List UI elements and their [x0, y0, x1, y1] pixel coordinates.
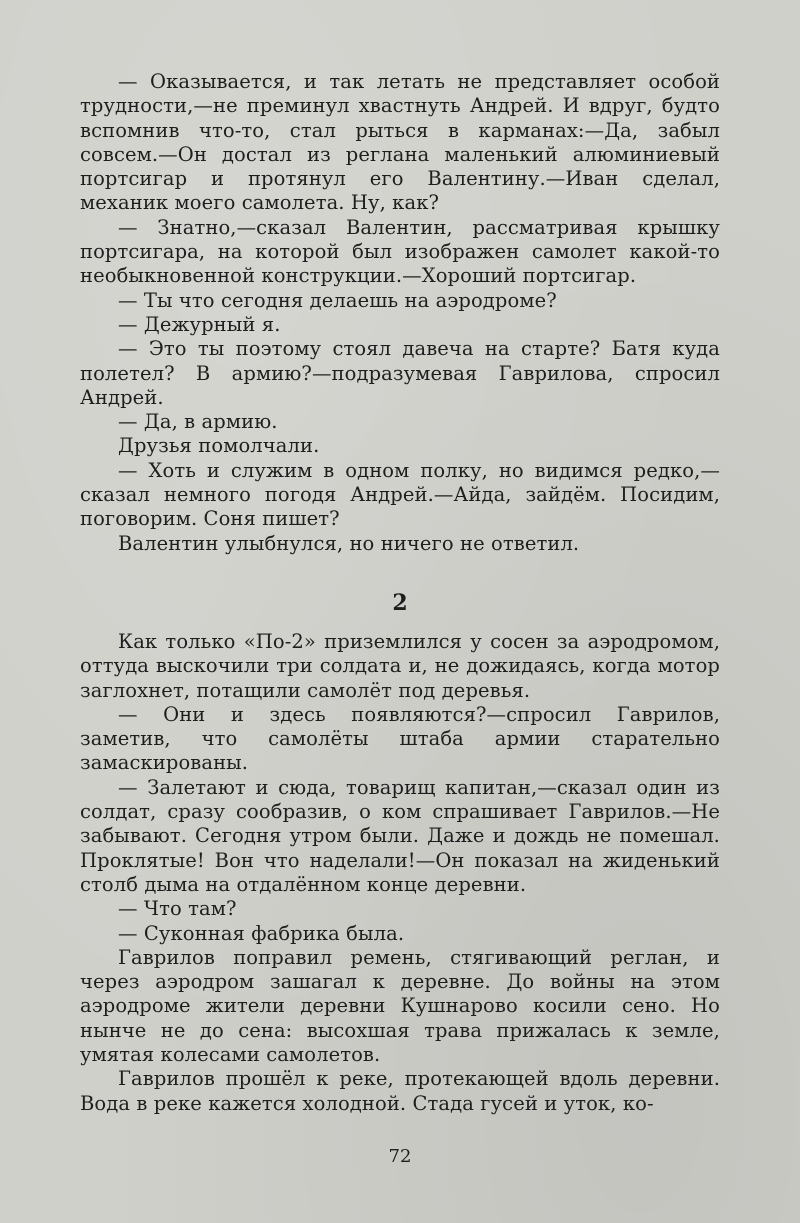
paragraph: — Суконная фабрика была. — [118, 921, 405, 945]
paragraph: Друзья помолчали. — [118, 434, 320, 458]
paragraph: — Ты что сегодня делаешь на аэродроме? — [118, 288, 557, 312]
paragraph: — Оказывается, и так летать не представляет особой трудности,—не преминул хвастнуть Андрей. И вдруг, будто вспомнив что-то, стал рыться в карманах:—Да, забыл совсем.—Он достал из реглана маленький алюминиевый портсигар и протянул его Валентину.—Иван сделал, механик моего самолета. Ну, как? — [80, 70, 720, 215]
paragraph: — Они и здесь появляются?—спросил Гаврилов, заметив, что самолёты штаба армии старательно замаскированы. — [80, 702, 720, 775]
paragraph: Как только «По-2» приземлился у сосен за аэродромом, оттуда выскочили три солдата и, не дожидаясь, когда мотор заглохнет, потащили самолёт под деревья. — [80, 630, 720, 702]
paragraph: — Дежурный я. — [118, 312, 281, 336]
text-section-1 — [80, 70, 720, 556]
paragraph: — Это ты поэтому стоял давеча на старте? Батя куда полетел? В армию?—подразумевая Гаврилова, спросил Андрей. — [80, 337, 720, 409]
paragraph: Гаврилов поправил ремень, стягивающий реглан, и через аэродром зашагал к деревне. До войны на этом аэродроме жители деревни Кушнарово косили сено. Но нынче не до сена: высохшая трава прижалась к земле, умятая колесами самолетов. — [80, 945, 720, 1067]
paragraph: — Хоть и служим в одном полку, но видимся редко,—сказал немного погодя Андрей.—Айда, зайдём. Посидим, поговорим. Соня пишет? — [80, 458, 720, 531]
paragraph: — Что там? — [118, 897, 237, 921]
paragraph: Гаврилов прошёл к реке, протекающей вдоль деревни. Вода в реке кажется холодной. Стада гусей и уток, ко- — [80, 1067, 720, 1115]
text-section-2 — [80, 630, 720, 1116]
page-number: 72 — [388, 1146, 412, 1167]
paragraph: — Залетают и сюда, товарищ капитан,—сказал один из солдат, сразу сообразив, о ком спрашивает Гаврилов.—Не забывают. Сегодня утром были. Даже и дождь не помешал. Проклятые! Вон что наделали!—Он показал на жиденький столб дыма на отдалённом конце деревни. — [80, 775, 720, 896]
paragraph: Валентин улыбнулся, но ничего не ответил. — [118, 531, 580, 555]
paragraph: — Знатно,—сказал Валентин, рассматривая крышку портсигара, на которой был изображен самолет какой-то необыкновенной конструкции.—Хороший портсигар. — [80, 215, 720, 288]
chapter-number: 2 — [392, 590, 408, 616]
paragraph: — Да, в армию. — [118, 410, 278, 434]
